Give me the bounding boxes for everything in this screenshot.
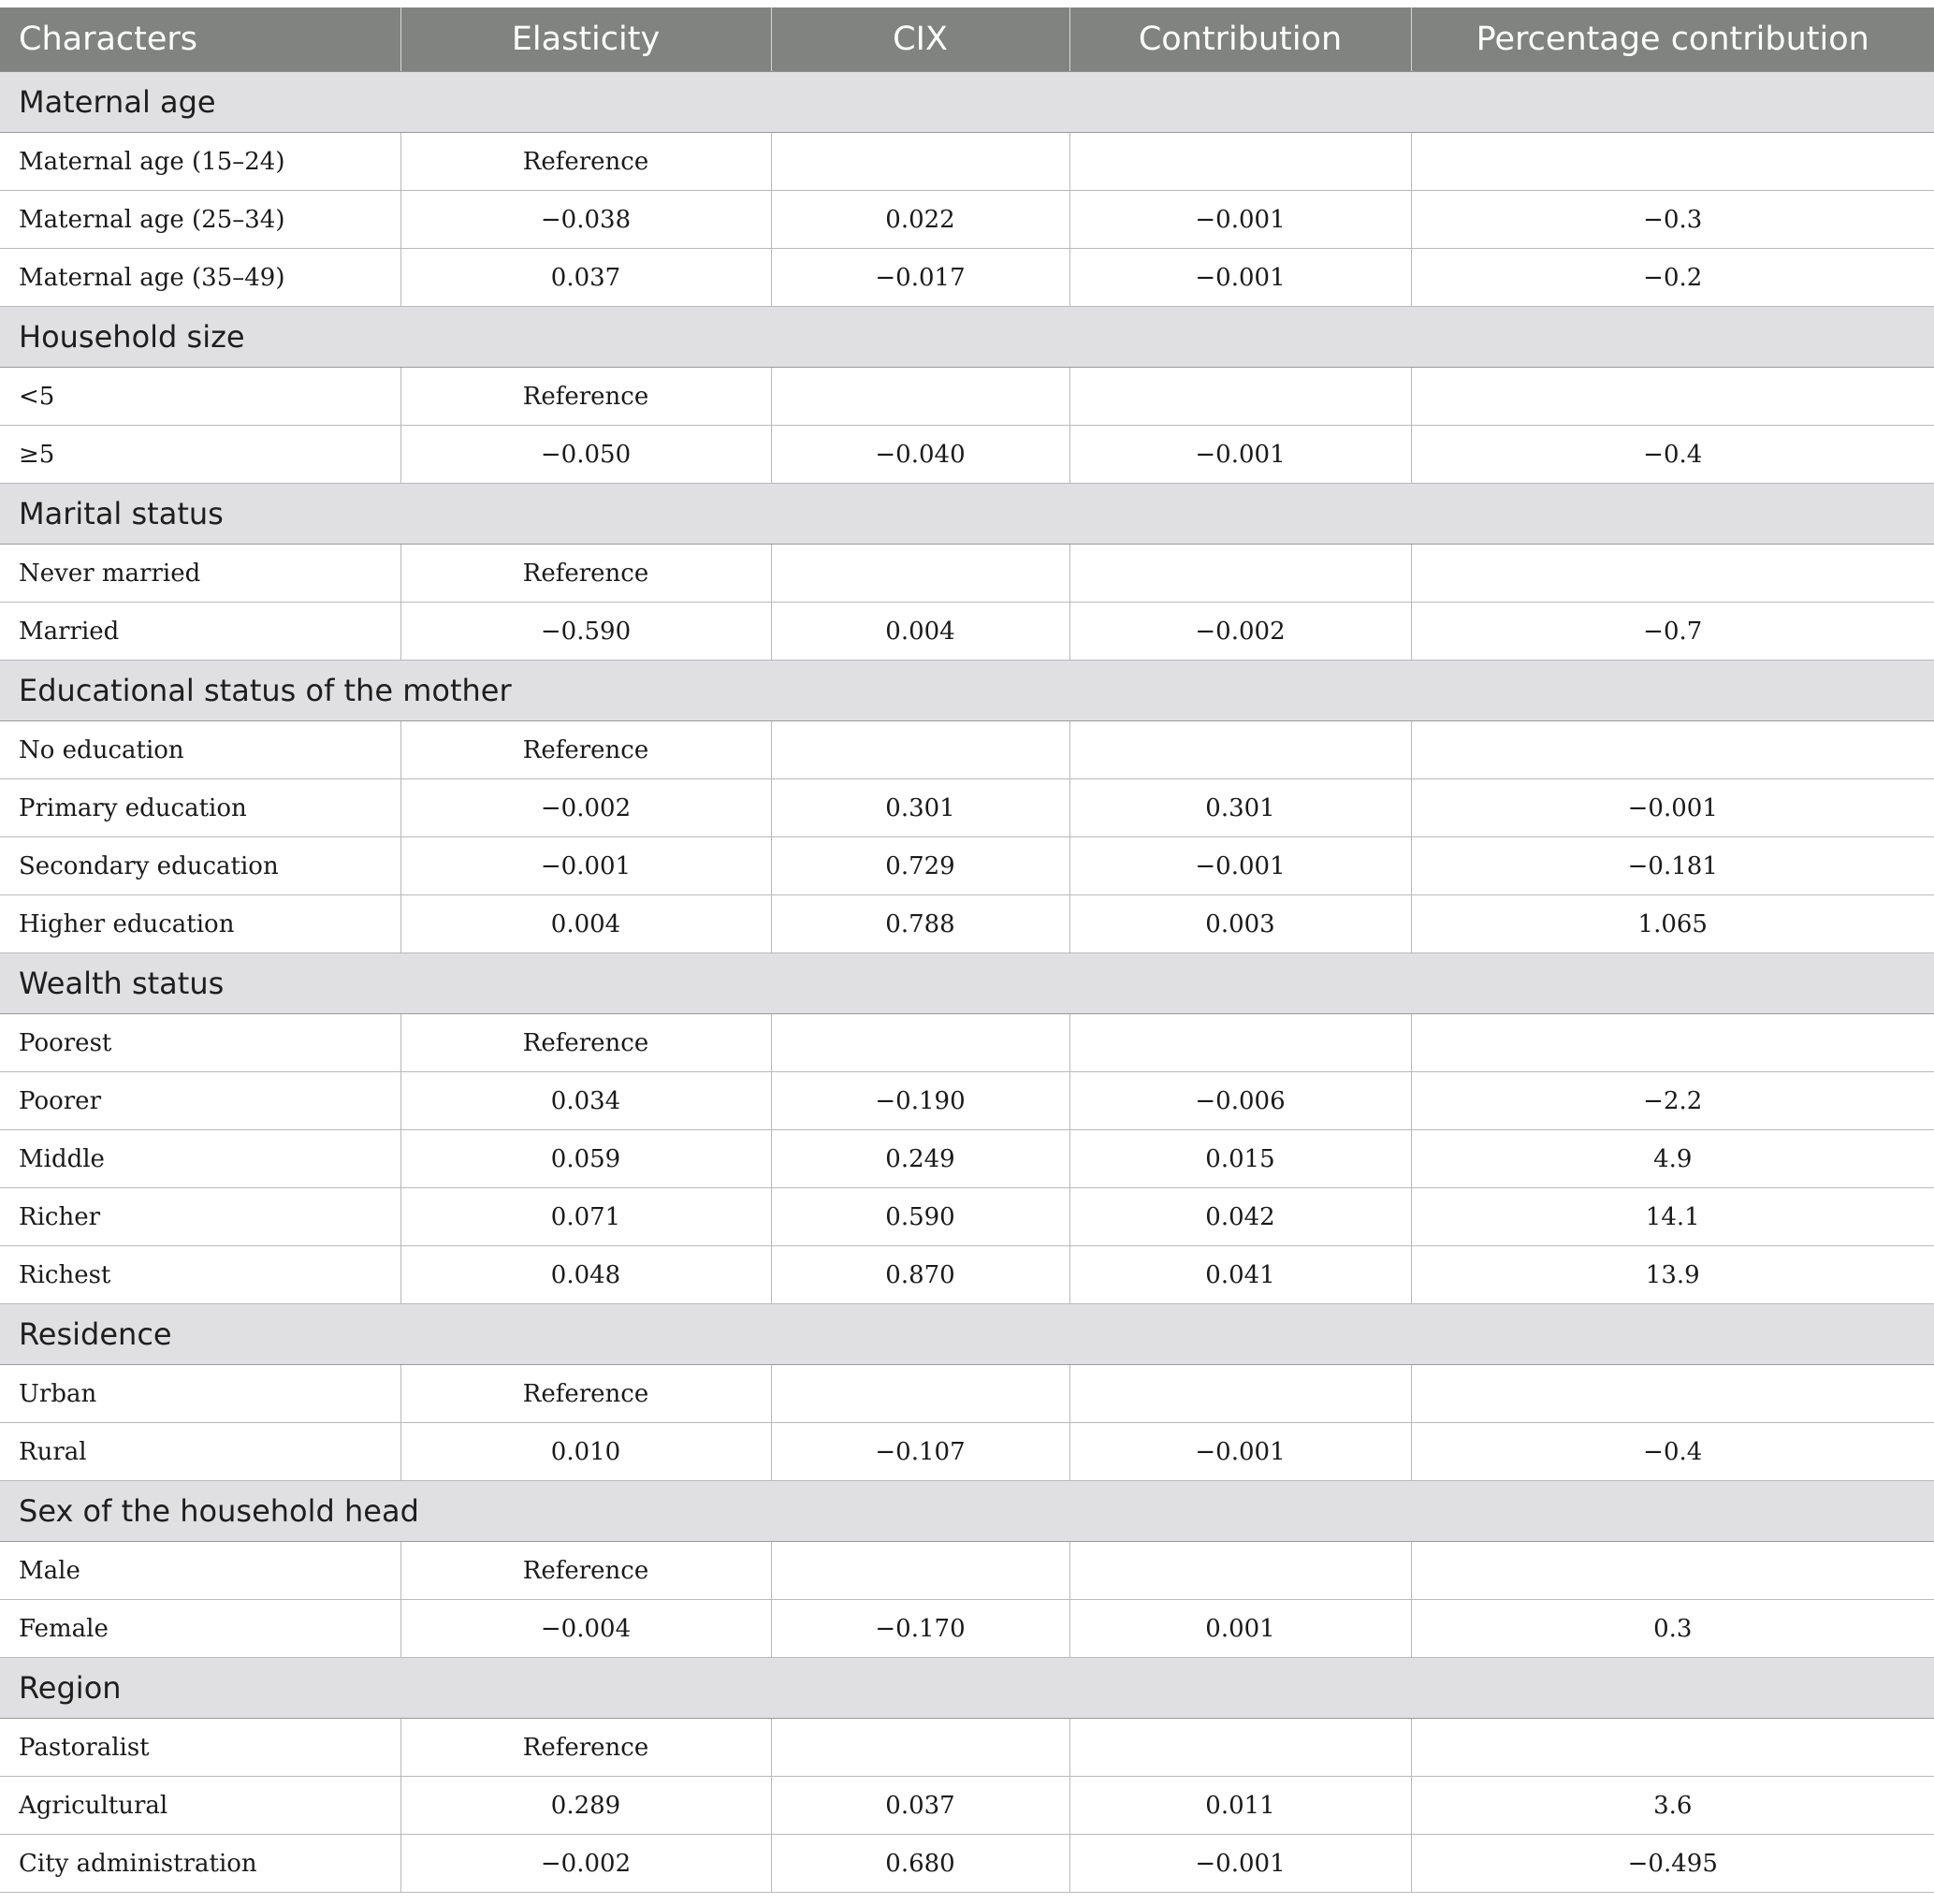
cell-cix bbox=[771, 721, 1069, 779]
cell-elasticity: 0.010 bbox=[400, 1423, 771, 1481]
cell-percentage-contribution: 4.9 bbox=[1411, 1130, 1934, 1188]
section-title: Residence bbox=[0, 1304, 1934, 1365]
table-row bbox=[0, 426, 1934, 484]
cell-elasticity: 0.048 bbox=[400, 1246, 771, 1304]
section-row bbox=[0, 307, 1934, 368]
cell-contribution: −0.001 bbox=[1069, 1423, 1411, 1481]
cell-elasticity: 0.004 bbox=[400, 895, 771, 953]
cell-percentage-contribution: −0.7 bbox=[1411, 603, 1934, 661]
cell-cix: 0.249 bbox=[771, 1130, 1069, 1188]
cell-characters: Middle bbox=[0, 1130, 400, 1188]
header-elasticity: Elasticity bbox=[400, 7, 771, 72]
cell-percentage-contribution: 13.9 bbox=[1411, 1246, 1934, 1304]
cell-contribution: −0.001 bbox=[1069, 191, 1411, 249]
cell-contribution: 0.003 bbox=[1069, 895, 1411, 953]
header-row bbox=[0, 7, 1934, 72]
cell-elasticity: Reference bbox=[400, 1014, 771, 1072]
cell-percentage-contribution: −0.181 bbox=[1411, 837, 1934, 895]
cell-cix: −0.190 bbox=[771, 1072, 1069, 1130]
section-title: Household size bbox=[0, 307, 1934, 368]
table-row bbox=[0, 545, 1934, 603]
table-row bbox=[0, 603, 1934, 661]
section-row bbox=[0, 1481, 1934, 1542]
cell-elasticity: −0.001 bbox=[400, 837, 771, 895]
section-row bbox=[0, 1304, 1934, 1365]
cell-characters: Pastoralist bbox=[0, 1719, 400, 1777]
cell-contribution bbox=[1069, 133, 1411, 191]
table-row bbox=[0, 1600, 1934, 1658]
cell-cix: 0.680 bbox=[771, 1835, 1069, 1893]
table-row bbox=[0, 1835, 1934, 1893]
cell-cix: 0.037 bbox=[771, 1777, 1069, 1835]
table-row bbox=[0, 1777, 1934, 1835]
cell-characters: Maternal age (25–34) bbox=[0, 191, 400, 249]
section-title: Maternal age bbox=[0, 72, 1934, 133]
cell-characters: Secondary education bbox=[0, 837, 400, 895]
cell-contribution: 0.011 bbox=[1069, 1777, 1411, 1835]
cell-elasticity: −0.038 bbox=[400, 191, 771, 249]
cell-characters: Male bbox=[0, 1542, 400, 1600]
decomposition-table bbox=[0, 7, 1934, 1893]
cell-characters: ≥5 bbox=[0, 426, 400, 484]
table-row bbox=[0, 1365, 1934, 1423]
cell-percentage-contribution bbox=[1411, 368, 1934, 426]
cell-percentage-contribution: −0.495 bbox=[1411, 1835, 1934, 1893]
cell-elasticity: Reference bbox=[400, 721, 771, 779]
cell-characters: Never married bbox=[0, 545, 400, 603]
cell-contribution: 0.015 bbox=[1069, 1130, 1411, 1188]
cell-percentage-contribution bbox=[1411, 133, 1934, 191]
cell-cix: 0.004 bbox=[771, 603, 1069, 661]
cell-cix bbox=[771, 1719, 1069, 1777]
section-title: Region bbox=[0, 1658, 1934, 1719]
cell-percentage-contribution: 3.6 bbox=[1411, 1777, 1934, 1835]
table-row bbox=[0, 133, 1934, 191]
table-row bbox=[0, 779, 1934, 837]
cell-characters: Married bbox=[0, 603, 400, 661]
cell-contribution: −0.002 bbox=[1069, 603, 1411, 661]
cell-characters: Maternal age (35–49) bbox=[0, 249, 400, 307]
cell-contribution: −0.001 bbox=[1069, 426, 1411, 484]
section-title: Educational status of the mother bbox=[0, 661, 1934, 721]
cell-cix: −0.170 bbox=[771, 1600, 1069, 1658]
cell-contribution: 0.041 bbox=[1069, 1246, 1411, 1304]
table-row bbox=[0, 368, 1934, 426]
cell-percentage-contribution bbox=[1411, 1542, 1934, 1600]
cell-contribution bbox=[1069, 721, 1411, 779]
header-contribution: Contribution bbox=[1069, 7, 1411, 72]
cell-cix: 0.590 bbox=[771, 1188, 1069, 1246]
cell-characters: Primary education bbox=[0, 779, 400, 837]
table-row bbox=[0, 1719, 1934, 1777]
cell-percentage-contribution bbox=[1411, 545, 1934, 603]
cell-contribution bbox=[1069, 1014, 1411, 1072]
table-row bbox=[0, 1130, 1934, 1188]
cell-percentage-contribution: −0.4 bbox=[1411, 1423, 1934, 1481]
cell-characters: No education bbox=[0, 721, 400, 779]
cell-characters: Female bbox=[0, 1600, 400, 1658]
section-row bbox=[0, 484, 1934, 545]
cell-elasticity: Reference bbox=[400, 1719, 771, 1777]
cell-cix: 0.022 bbox=[771, 191, 1069, 249]
section-title: Marital status bbox=[0, 484, 1934, 545]
table-row bbox=[0, 191, 1934, 249]
cell-characters: Urban bbox=[0, 1365, 400, 1423]
cell-cix: 0.301 bbox=[771, 779, 1069, 837]
cell-contribution bbox=[1069, 1542, 1411, 1600]
cell-contribution bbox=[1069, 1719, 1411, 1777]
cell-cix bbox=[771, 1014, 1069, 1072]
cell-cix bbox=[771, 545, 1069, 603]
cell-characters: Richest bbox=[0, 1246, 400, 1304]
cell-contribution: −0.001 bbox=[1069, 1835, 1411, 1893]
cell-elasticity: −0.004 bbox=[400, 1600, 771, 1658]
cell-elasticity: 0.034 bbox=[400, 1072, 771, 1130]
table-row bbox=[0, 895, 1934, 953]
cell-percentage-contribution bbox=[1411, 1365, 1934, 1423]
cell-cix: −0.040 bbox=[771, 426, 1069, 484]
section-title: Sex of the household head bbox=[0, 1481, 1934, 1542]
table-row bbox=[0, 1423, 1934, 1481]
section-row bbox=[0, 1658, 1934, 1719]
section-row bbox=[0, 72, 1934, 133]
cell-elasticity: −0.002 bbox=[400, 779, 771, 837]
table-body bbox=[0, 72, 1934, 1893]
header-percentage-contribution: Percentage contribution bbox=[1411, 7, 1934, 72]
cell-elasticity: 0.059 bbox=[400, 1130, 771, 1188]
table-row bbox=[0, 1072, 1934, 1130]
cell-percentage-contribution: −0.001 bbox=[1411, 779, 1934, 837]
cell-elasticity: Reference bbox=[400, 133, 771, 191]
cell-percentage-contribution: −0.2 bbox=[1411, 249, 1934, 307]
cell-characters: Richer bbox=[0, 1188, 400, 1246]
cell-percentage-contribution: −2.2 bbox=[1411, 1072, 1934, 1130]
cell-elasticity: Reference bbox=[400, 1542, 771, 1600]
header-cix: CIX bbox=[771, 7, 1069, 72]
cell-elasticity: 0.071 bbox=[400, 1188, 771, 1246]
cell-cix bbox=[771, 1542, 1069, 1600]
cell-elasticity: 0.037 bbox=[400, 249, 771, 307]
cell-elasticity: Reference bbox=[400, 368, 771, 426]
cell-elasticity: Reference bbox=[400, 1365, 771, 1423]
cell-characters: Agricultural bbox=[0, 1777, 400, 1835]
cell-percentage-contribution: −0.3 bbox=[1411, 191, 1934, 249]
cell-characters: Maternal age (15–24) bbox=[0, 133, 400, 191]
cell-elasticity: −0.590 bbox=[400, 603, 771, 661]
cell-contribution: −0.001 bbox=[1069, 249, 1411, 307]
section-row bbox=[0, 953, 1934, 1014]
cell-contribution: −0.001 bbox=[1069, 837, 1411, 895]
cell-characters: City administration bbox=[0, 1835, 400, 1893]
cell-contribution bbox=[1069, 368, 1411, 426]
cell-percentage-contribution: 1.065 bbox=[1411, 895, 1934, 953]
cell-characters: Higher education bbox=[0, 895, 400, 953]
cell-percentage-contribution: 14.1 bbox=[1411, 1188, 1934, 1246]
table-row bbox=[0, 1188, 1934, 1246]
cell-cix bbox=[771, 133, 1069, 191]
cell-elasticity: −0.002 bbox=[400, 1835, 771, 1893]
cell-contribution bbox=[1069, 1365, 1411, 1423]
cell-cix: −0.107 bbox=[771, 1423, 1069, 1481]
cell-percentage-contribution: −0.4 bbox=[1411, 426, 1934, 484]
cell-percentage-contribution bbox=[1411, 721, 1934, 779]
cell-cix: 0.870 bbox=[771, 1246, 1069, 1304]
cell-contribution: 0.001 bbox=[1069, 1600, 1411, 1658]
cell-elasticity: Reference bbox=[400, 545, 771, 603]
cell-percentage-contribution bbox=[1411, 1719, 1934, 1777]
cell-cix bbox=[771, 368, 1069, 426]
section-row bbox=[0, 661, 1934, 721]
cell-contribution: 0.301 bbox=[1069, 779, 1411, 837]
cell-cix: 0.729 bbox=[771, 837, 1069, 895]
section-title: Wealth status bbox=[0, 953, 1934, 1014]
table-row bbox=[0, 837, 1934, 895]
cell-characters: <5 bbox=[0, 368, 400, 426]
cell-characters: Poorest bbox=[0, 1014, 400, 1072]
table-row bbox=[0, 1014, 1934, 1072]
table-header bbox=[0, 7, 1934, 72]
cell-contribution: 0.042 bbox=[1069, 1188, 1411, 1246]
cell-cix: 0.788 bbox=[771, 895, 1069, 953]
header-characters: Characters bbox=[0, 7, 400, 72]
cell-characters: Poorer bbox=[0, 1072, 400, 1130]
table-row bbox=[0, 721, 1934, 779]
cell-characters: Rural bbox=[0, 1423, 400, 1481]
cell-contribution bbox=[1069, 545, 1411, 603]
cell-percentage-contribution: 0.3 bbox=[1411, 1600, 1934, 1658]
cell-contribution: −0.006 bbox=[1069, 1072, 1411, 1130]
cell-cix bbox=[771, 1365, 1069, 1423]
table-row bbox=[0, 1542, 1934, 1600]
cell-elasticity: −0.050 bbox=[400, 426, 771, 484]
cell-percentage-contribution bbox=[1411, 1014, 1934, 1072]
table-row bbox=[0, 1246, 1934, 1304]
table-row bbox=[0, 249, 1934, 307]
cell-cix: −0.017 bbox=[771, 249, 1069, 307]
cell-elasticity: 0.289 bbox=[400, 1777, 771, 1835]
